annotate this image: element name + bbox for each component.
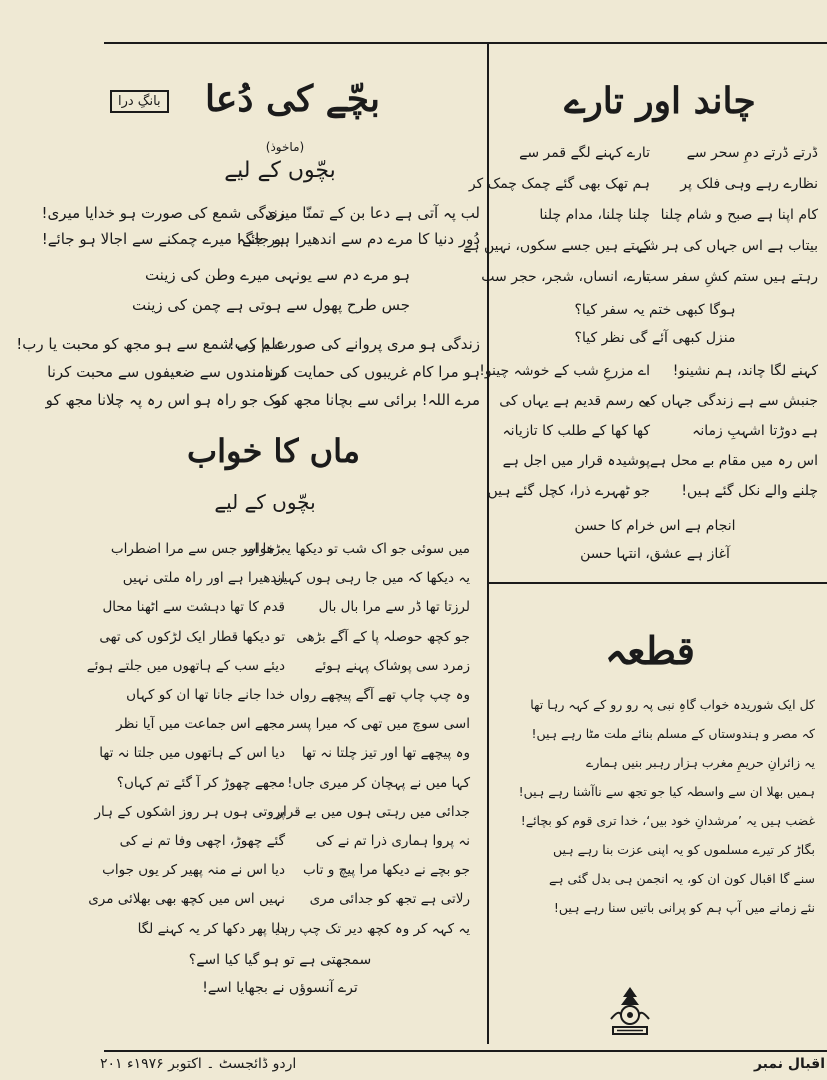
verse-line: قدم کا تھا دہشت سے اٹھنا محال	[102, 599, 285, 616]
dream-right-hemistichs	[243, 535, 470, 944]
right-section-divider	[489, 582, 827, 584]
dream-center-lines	[170, 946, 390, 1002]
footer-journal: اردو ڈائجسٹ ۔ اکتوبر ۱۹۷۶ء ۲۰۱	[100, 1056, 297, 1072]
verse-line: نہیں اس میں کچھ بھی بھلائی مری	[88, 891, 285, 908]
verse-line: جس طرح پھول سے ہوتی ہے چمن کی زینت	[131, 296, 410, 314]
verse-line: کام اپنا ہے صبح و شام چلنا	[660, 207, 818, 223]
verse-line: گئے چھوڑ، اچھی وفا تم نے کی	[119, 833, 285, 850]
qita-lines	[500, 690, 815, 922]
verse-line: کل ایک شوریدہ خواب گاہِ نبی پہ رو رو کے کہہ رہا تھا	[530, 697, 815, 712]
verse-line: زندگی شمع کی صورت ہو خدایا میری!	[41, 204, 285, 222]
verse-line: اس رہ میں مقام بے محل ہے	[649, 453, 818, 469]
verse-line: بڑھا اور جس سے مرا اضطراب	[110, 541, 285, 557]
dua-right-hemistichs-2	[228, 330, 480, 414]
verse-line: کہنے لگا چاند، ہم نشینو!	[672, 363, 818, 379]
verse-line: یہ رسم قدیم ہے یہاں کی	[499, 393, 650, 409]
verse-line: دردمندوں سے ضعیفوں سے محبت کرنا	[47, 363, 285, 381]
verse-line: ہر جگہ میرے چمکنے سے اجالا ہو جائے!	[41, 230, 285, 248]
verse-line: نئے زمانے میں آپ ہم کو پرانی باتیں سنا رہے ہیں!	[553, 900, 815, 915]
verse-line: میں سوئی جو اک شب تو دیکھا یہ خواب	[243, 541, 470, 557]
dua-left-hemistichs	[41, 200, 285, 252]
verse-line: چلنا چلنا، مدام چلنا	[539, 207, 650, 223]
verse-line: کہا میں نے پہچان کر میری جاں!	[287, 774, 470, 791]
chand-center-lines	[555, 296, 755, 352]
dua-left-hemistichs-2	[16, 330, 285, 414]
verse-line: نہ پروا ہماری ذرا تم نے کی	[315, 833, 470, 850]
verse-line: پروتی ہوں ہر روز اشکوں کے ہار	[94, 803, 285, 820]
chand-left-hemistichs-2	[479, 356, 650, 506]
verse-line: چلنے والے نکل گئے ہیں!	[681, 483, 818, 499]
chand-right-hemistichs-2	[638, 356, 818, 506]
verse-line: یہ کہہ کر وہ کچھ دیر تک چپ رہا	[276, 920, 470, 937]
poem-title: ماں کا خواب	[187, 432, 360, 470]
verse-line: دُور دنیا کا مرے دم سے اندھیرا ہو جائے!	[236, 230, 480, 248]
verse-line: ترے آنسوؤں نے بجھایا اسے!	[202, 980, 358, 996]
chand-right-hemistichs	[638, 138, 818, 293]
verse-line: ہم تھک بھی گئے چمک چمک کر	[468, 176, 650, 192]
verse-line: نیک جو راہ ہو اس رہ پہ چلانا مجھ کو	[45, 391, 285, 409]
verse-line: جو ٹھہرے ذرا، کچل گئے ہیں	[487, 483, 650, 499]
ornament-emblem	[605, 985, 655, 1037]
verse-line: ڈرتے ڈرتے دمِ سحر سے	[686, 145, 818, 161]
verse-line: لرزتا تھا ڈر سے مرا بال بال	[318, 599, 470, 616]
poem-title: بچّے کی دُعا	[204, 78, 380, 120]
verse-line: لب پہ آتی ہے دعا بن کے تمنّا میری	[264, 204, 480, 222]
verse-line: دیا پھر دکھا کر یہ کہنے لگا	[137, 920, 285, 937]
verse-line: آغاز ہے عشق، انتہا حسن	[580, 546, 730, 562]
chand-left-hemistichs	[463, 138, 650, 293]
verse-line: وہ پیچھے تھا اور تیز چلتا نہ تھا	[301, 745, 470, 762]
verse-line: دیا اس نے منہ پھیر کر یوں جواب	[102, 862, 285, 879]
verse-line: بیتاب ہے اس جہاں کی ہر شے	[638, 238, 818, 254]
footer-issue-title: اقبال نمبر	[753, 1056, 825, 1072]
verse-line: مجھے اس جماعت میں آیا نظر	[116, 716, 285, 733]
verse-line: کھا کھا کے طلب کا تازیانہ	[502, 423, 650, 439]
poem-title: قطعہ	[605, 628, 695, 673]
chand-end-lines	[555, 512, 755, 568]
verse-line: اندھیرا ہے اور راہ ملتی نہیں	[122, 570, 285, 587]
dua-center-lines	[131, 260, 410, 320]
verse-line: تارے، انساں، شجر، حجر سب	[481, 269, 650, 285]
verse-line: انجام ہے اس خرام کا حسن	[574, 518, 736, 534]
verse-line: زندگی ہو مری پروانے کی صورت یا رب!	[228, 335, 480, 353]
top-rule	[104, 42, 827, 44]
verse-line: کہ مصر و ہندوستاں کے مسلم بنائے ملت مٹا رہے ہیں!	[531, 726, 815, 741]
verse-line: ہمیں بھلا ان سے واسطہ کیا جو تجھ سے ناآشنا رہے ہیں!	[518, 784, 815, 799]
verse-line: رلاتی ہے تجھ کو جدائی مری	[309, 891, 470, 908]
verse-line: ہے دوڑتا اشہبِ زمانہ	[692, 423, 818, 439]
verse-line: تارے کہنے لگے قمر سے	[519, 145, 650, 161]
verse-line: اسی سوچ میں تھی کہ میرا پسر	[288, 716, 470, 733]
verse-line: یہ زائرانِ حریمِ مغرب ہزار رہبر بنیں ہمارے	[586, 755, 815, 770]
verse-line: وہ چپ چاپ تھے آگے پیچھے رواں	[289, 687, 470, 704]
verse-line: غضب ہیں یہ ’مرشدانِ خود بیں‘، خدا تری قوم کو بچائے!	[520, 813, 815, 828]
footer-rule	[104, 1050, 827, 1052]
verse-line: سمجھتی ہے تو ہو گیا کیا اسے؟	[188, 952, 372, 968]
verse-line: جو بچے نے دیکھا مرا پیچ و تاب	[302, 862, 470, 879]
verse-line: یہ دیکھا کہ میں جا رہی ہوں کہیں	[273, 570, 470, 587]
verse-line: ہو مرے دم سے یونہی میرے وطن کی زینت	[144, 266, 410, 284]
verse-line: کہتے ہیں جسے سکوں، نہیں ہے	[463, 238, 650, 254]
verse-line: پوشیدہ قرار میں اجل ہے	[502, 453, 650, 469]
verse-line: مجھے چھوڑ کر آ گئے تم کہاں؟	[116, 774, 285, 791]
verse-line: جنبش سے ہے زندگی جہاں کی	[638, 393, 818, 409]
verse-line: بگاڑ کر تیرے مسلموں کو یہ اپنی عزت بنا رہے ہیں	[553, 842, 815, 857]
poem-note: (ماخوذ)	[265, 140, 305, 154]
verse-line: ہوگا کبھی ختم یہ سفر کیا؟	[574, 302, 736, 318]
verse-line: دیئے سب کے ہاتھوں میں جلتے ہوئے	[86, 657, 285, 674]
book-tag: بانگِ درا	[110, 90, 169, 113]
dream-left-hemistichs	[86, 535, 285, 944]
verse-line: ہو مرا کام غریبوں کی حمایت کرنا	[264, 363, 480, 381]
dua-right-hemistichs	[236, 200, 480, 252]
verse-line: خدا جانے جانا تھا ان کو کہاں	[126, 687, 285, 704]
verse-line: رہتے ہیں ستم کشِ سفر سب	[643, 269, 818, 285]
verse-line: نظارے رہے وہی فلک پر	[680, 176, 818, 192]
verse-line: دیا اس کے ہاتھوں میں جلتا نہ تھا	[99, 745, 285, 762]
verse-line: تو دیکھا قطار ایک لڑکوں کی تھی	[99, 628, 285, 645]
poem-subtitle: بچّوں کے لیے	[214, 490, 316, 514]
verse-line: زمرد سی پوشاک پہنے ہوئے	[314, 657, 470, 674]
verse-line: جدائی میں رہتی ہوں میں بے قرار	[276, 803, 470, 820]
verse-line: اے مزرعِ شب کے خوشہ چینو!	[479, 363, 650, 379]
verse-line: منزل کبھی آئے گی نظر کیا؟	[574, 330, 736, 346]
verse-line: علم کی شمع سے ہو مجھ کو محبت یا رب!	[16, 335, 285, 353]
verse-line: سنے گا اقبال کون ان کو، یہ انجمن ہی بدل گئی ہے	[548, 871, 815, 886]
verse-line: جو کچھ حوصلہ پا کے آگے بڑھی	[296, 628, 470, 645]
poem-subtitle: بچّوں کے لیے	[224, 158, 336, 183]
poem-title: چاند اور تارے	[564, 80, 756, 122]
verse-line: مرے اللہ! برائی سے بچانا مجھ کو	[273, 391, 480, 409]
